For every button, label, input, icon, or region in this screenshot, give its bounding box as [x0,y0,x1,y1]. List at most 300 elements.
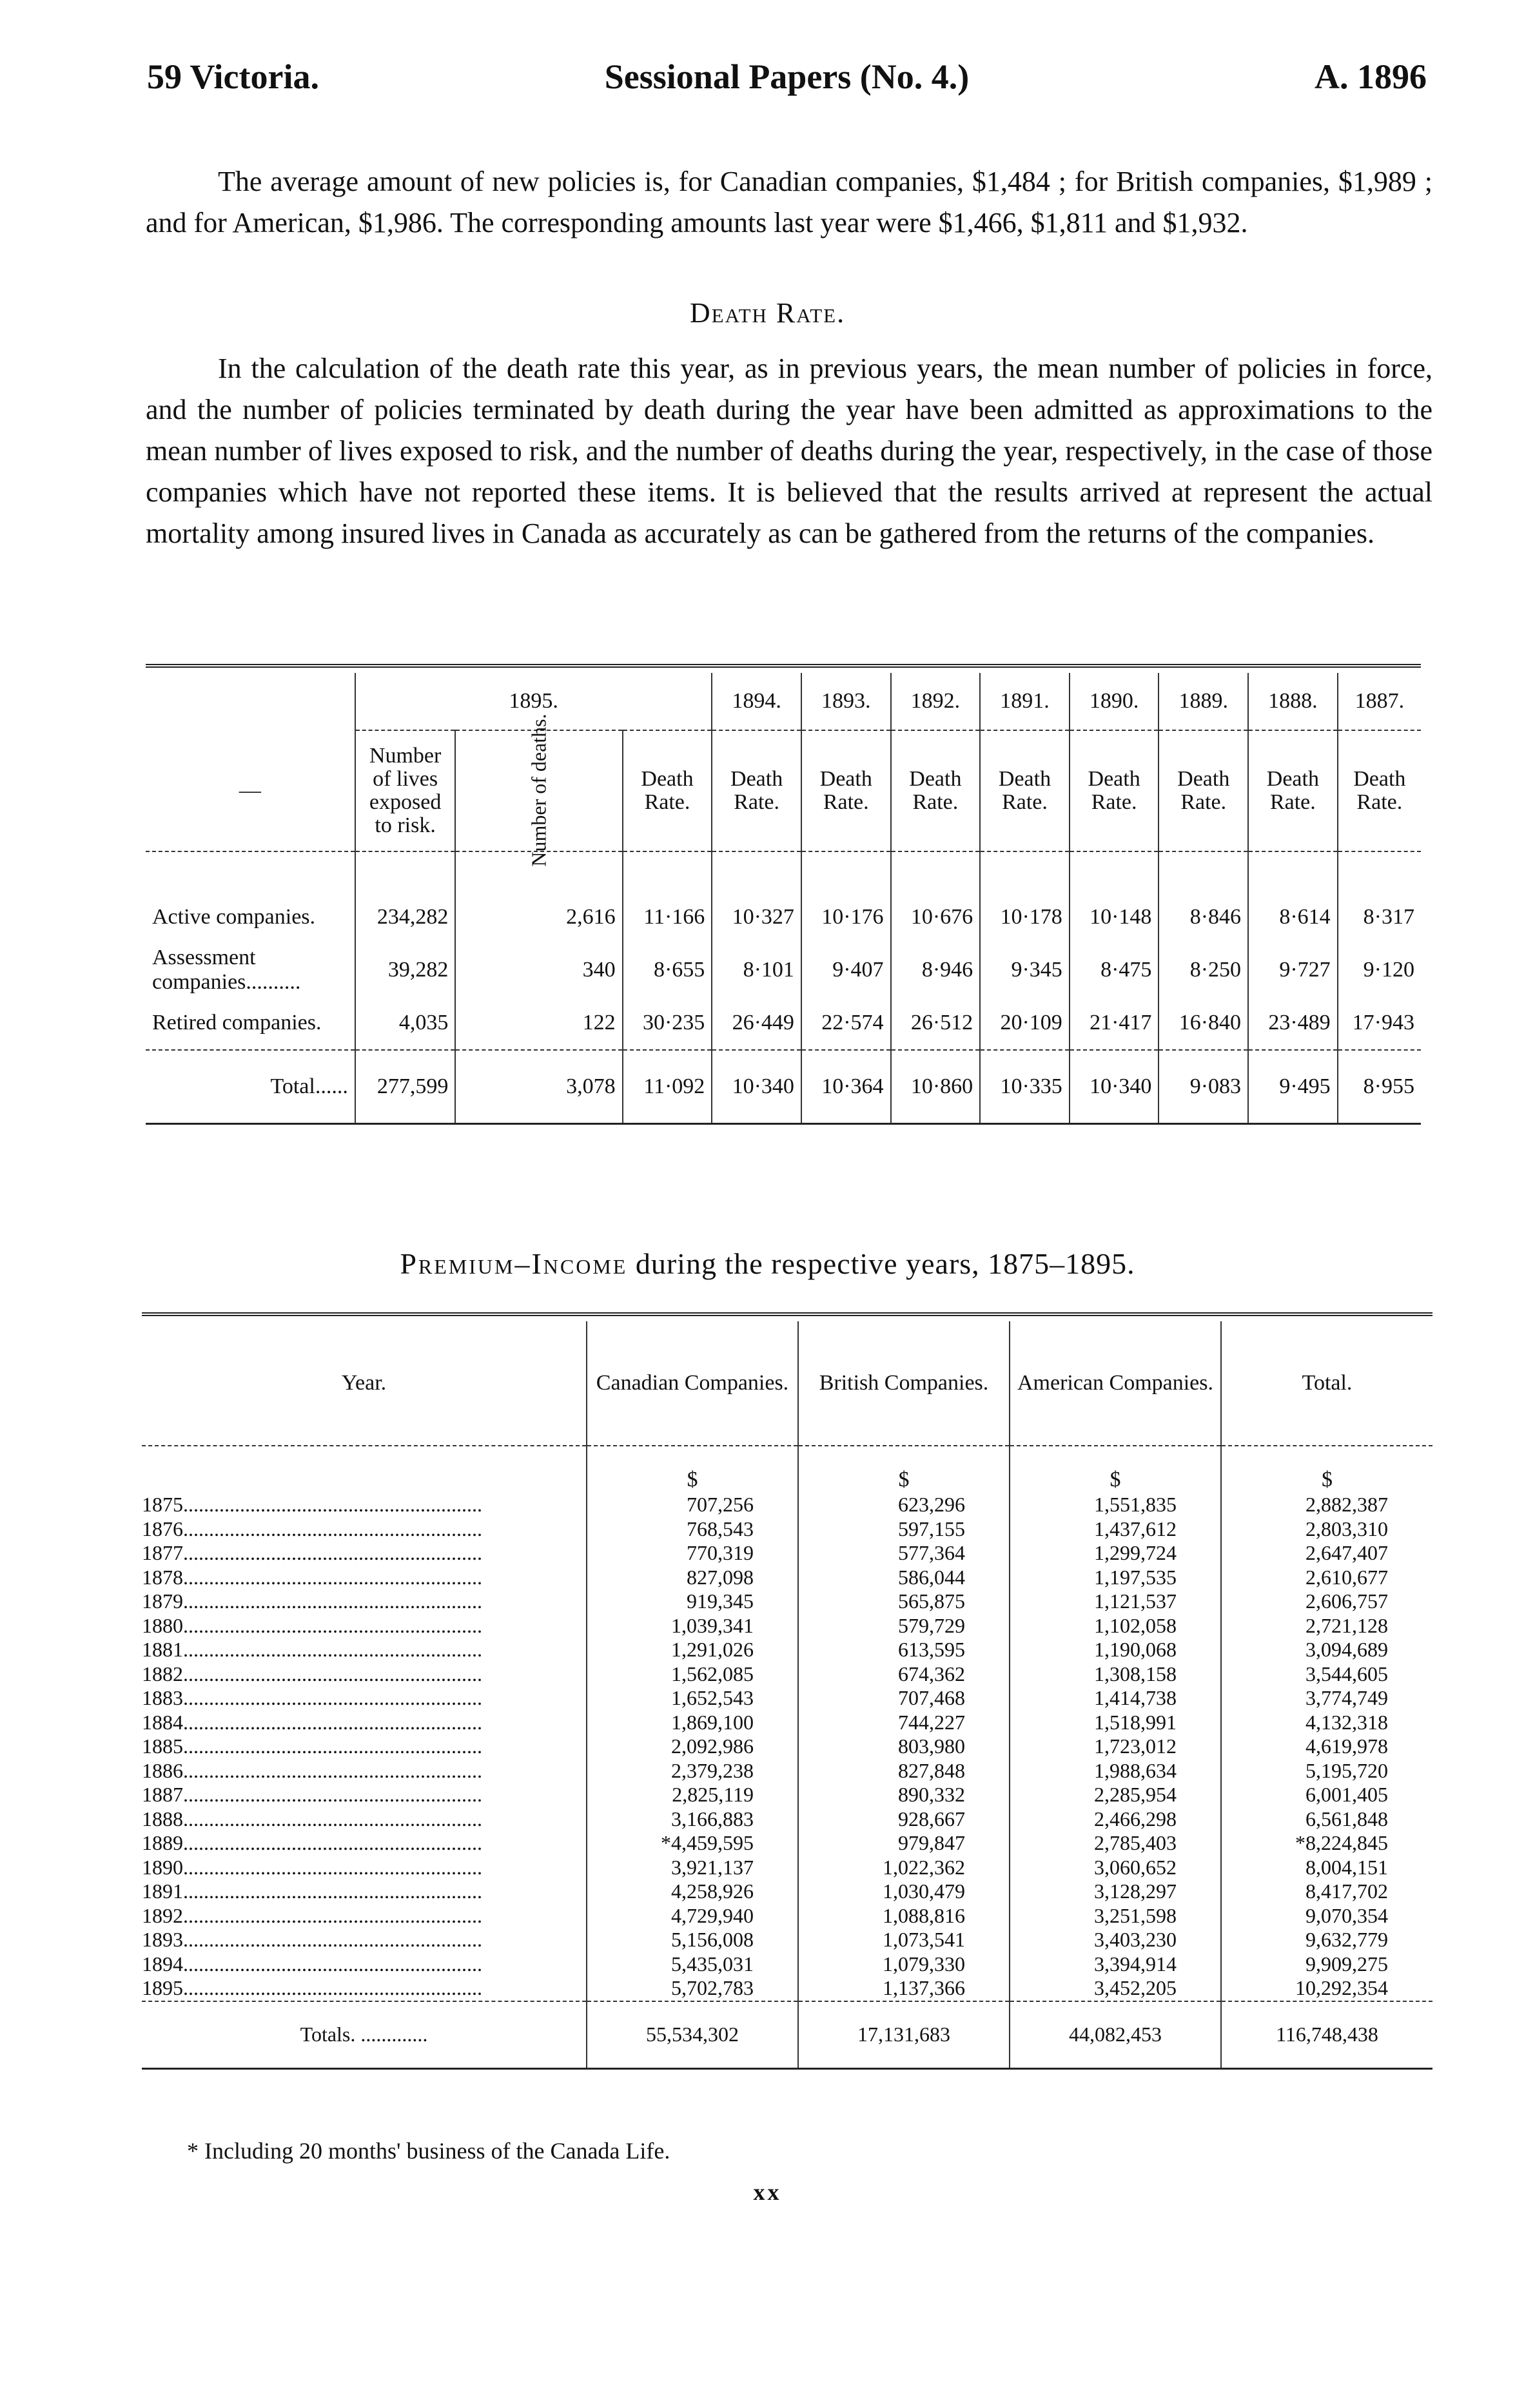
rate-header: Death Rate. [1248,730,1338,851]
premium-total-value: 8,417,702 [1305,1879,1388,1903]
premium-canadian-cell [587,1589,798,1614]
total-column-header: Total. [1221,1321,1432,1446]
premium-total-value: 10,292,354 [1295,1976,1388,1999]
premium-american-cell [1010,1904,1221,1928]
premium-year-row [142,1493,1432,1517]
premium-canadian-cell [587,1976,798,2001]
total-lives-value: 277,599 [355,1050,456,1124]
year-column-header: Year. [142,1321,587,1446]
premium-total-value: 9,909,275 [1305,1952,1388,1976]
year-value: 1882 [142,1662,183,1685]
total-deaths-value: 3,078 [455,1050,622,1124]
total-death-rate-value: 8·955 [1338,1050,1421,1124]
premium-american-cell [1010,1493,1221,1517]
premium-total-cell [1221,1566,1432,1590]
premium-year-row [142,1976,1432,2001]
premium-american-cell [1010,1831,1221,1856]
currency-symbol: $ [1221,1446,1432,1493]
year-cell [142,1831,587,1856]
year-header-row [146,673,1434,730]
premium-canadian-value: 768,543 [687,1517,754,1540]
death-rate-value: 16·840 [1159,996,1248,1050]
dot-leader: .......................................................... [183,1952,482,1976]
total-death-rate-value: 10·860 [891,1050,981,1124]
premium-canadian-value: 5,702,783 [671,1976,754,1999]
premium-canadian-cell [587,1807,798,1832]
premium-british-value: 803,980 [898,1734,965,1758]
premium-british-cell [798,1541,1010,1566]
row-label: Assessment companies.......... [152,946,301,994]
year-value: 1890 [142,1855,183,1879]
totals-total: 116,748,438 [1221,2001,1432,2069]
death-rate-value: 9·345 [980,944,1070,996]
premium-total-value: 9,070,354 [1305,1903,1388,1927]
death-rate-value: 8·614 [1248,851,1338,944]
death-rate-value: 11·166 [623,851,712,944]
dot-leader: .......................................................... [183,1976,482,1999]
premium-canadian-value: 1,652,543 [671,1686,754,1709]
death-rate-row [146,944,1434,996]
death-rate-value: 20·109 [980,996,1070,1050]
american-column-header: American Companies. [1010,1321,1221,1446]
year-value: 1881 [142,1638,183,1661]
premium-british-cell [798,1879,1010,1904]
premium-income-heading [0,1247,1535,1281]
premium-british-value: 674,362 [898,1662,965,1685]
total-death-rate-value: 9·083 [1159,1050,1248,1124]
premium-american-cell [1010,1589,1221,1614]
premium-total-cell [1221,1493,1432,1517]
deaths-header [455,714,622,867]
premium-american-cell [1010,1807,1221,1832]
death-rate-value: 8·655 [623,944,712,996]
premium-british-value: 707,468 [898,1686,965,1709]
premium-year-row [142,1638,1432,1662]
totals-american: 44,082,453 [1010,2001,1221,2069]
premium-canadian-value: 3,166,883 [671,1807,754,1830]
year-cell [142,1856,587,1880]
death-rate-row [146,851,1434,944]
premium-total-cell [1221,1928,1432,1952]
death-rate-value: 26·449 [712,996,801,1050]
premium-american-cell [1010,1928,1221,1952]
premium-british-cell [798,1904,1010,1928]
premium-american-cell [1010,1662,1221,1687]
premium-american-cell [1010,1541,1221,1566]
year-value: 1888 [142,1807,183,1830]
year-value: 1879 [142,1589,183,1613]
year-cell [142,1517,587,1542]
premium-canadian-cell [587,1517,798,1542]
premium-canadian-cell [587,1831,798,1856]
dot-leader: .......................................................... [183,1686,482,1709]
currency-row [142,1446,1432,1493]
premium-income-table [142,1312,1432,2072]
paragraph-text: In the calculation of the death rate this year, as in previous years, the mean number of policies in force, and the number of policies terminated by death during the year have been admitted as approximations to the mean number of lives exposed to risk, and the number of deaths during the year, respectively, in the case of those companies which have not reported these items. It is believed that the results arrived at represent the actual mortality among insured lives in Canada as accurately as can be gathered from the returns of the companies. [146,353,1432,549]
year-cell [142,1686,587,1711]
premium-total-value: 2,721,128 [1305,1613,1388,1637]
premium-british-value: 827,848 [898,1758,965,1782]
premium-canadian-value: 4,729,940 [671,1903,754,1927]
year-1892: 1892. [891,673,981,730]
premium-canadian-value: *4,459,595 [661,1831,754,1854]
year-value: 1878 [142,1565,183,1589]
year-cell [142,1589,587,1614]
premium-british-value: 1,030,479 [883,1879,965,1903]
death-rate-value: 22·574 [801,996,891,1050]
premium-total-value: 2,647,407 [1305,1541,1388,1564]
year-value: 1875 [142,1493,183,1516]
year-value: 1893 [142,1928,183,1951]
premium-canadian-cell [587,1759,798,1783]
lives-exposed-value: 4,035 [355,996,456,1050]
rate-header: Death Rate. [980,730,1070,851]
subheader-row [146,730,1434,851]
deaths-value: 2,616 [455,851,622,944]
premium-canadian-cell [587,1711,798,1735]
premium-total-value: 2,606,757 [1305,1589,1388,1613]
year-cell [142,1614,587,1638]
premium-british-cell [798,1711,1010,1735]
premium-american-value: 1,190,068 [1094,1638,1177,1661]
premium-canadian-cell [587,1783,798,1807]
premium-british-cell [798,1614,1010,1638]
premium-header-row [142,1321,1432,1446]
total-death-rate-value: 10·335 [980,1050,1070,1124]
death-rate-value: 8·846 [1159,851,1248,944]
total-death-rate-value: 9·495 [1248,1050,1338,1124]
premium-total-cell [1221,1589,1432,1614]
premium-british-value: 1,079,330 [883,1952,965,1976]
premium-american-value: 1,518,991 [1094,1710,1177,1734]
premium-american-value: 1,102,058 [1094,1613,1177,1637]
year-cell [142,1541,587,1566]
rate-header: Death Rate. [1338,730,1421,851]
premium-british-cell [798,1976,1010,2001]
death-rate-value: 8·475 [1070,944,1159,996]
premium-canadian-value: 1,039,341 [671,1613,754,1637]
premium-canadian-cell [587,1541,798,1566]
death-rate-total-row [146,1050,1434,1124]
premium-total-cell [1221,1952,1432,1977]
premium-american-cell [1010,1783,1221,1807]
premium-total-value: 2,803,310 [1305,1517,1388,1540]
year-value: 1894 [142,1952,183,1976]
premium-canadian-value: 1,869,100 [671,1710,754,1734]
premium-total-cell [1221,1856,1432,1880]
premium-canadian-value: 919,345 [687,1589,754,1613]
premium-total-value: 4,619,978 [1305,1734,1388,1758]
premium-british-cell [798,1686,1010,1711]
premium-year-row [142,1517,1432,1542]
premium-total-value: 6,561,848 [1305,1807,1388,1830]
premium-american-cell [1010,1614,1221,1638]
dot-leader: .......................................................... [183,1758,482,1782]
death-rate-value: 10·327 [712,851,801,944]
premium-american-cell [1010,1952,1221,1977]
canadian-column-header: Canadian Companies. [587,1321,798,1446]
premium-canadian-cell [587,1904,798,1928]
premium-year-row [142,1807,1432,1832]
totals-british: 17,131,683 [798,2001,1010,2069]
premium-american-value: 2,785,403 [1094,1831,1177,1854]
currency-symbol: $ [587,1446,798,1493]
lives-exposed-header: Number of lives exposed to risk. [355,730,456,851]
paragraph-text: The average amount of new policies is, for Canadian companies, $1,484 ; for British companies, $1,989 ; and for American, $1,986. The corresponding amounts last year were $1,466, $1,811 and $1,932. [146,166,1432,238]
currency-symbol: $ [798,1446,1010,1493]
death-rate-value: 8·946 [891,944,981,996]
death-rate-body [146,851,1434,1124]
premium-total-cell [1221,1541,1432,1566]
death-rate-value: 10·178 [980,851,1070,944]
premium-totals-row [142,2001,1432,2069]
rate-header: Death Rate. [1159,730,1248,851]
premium-american-value: 1,414,738 [1094,1686,1177,1709]
premium-canadian-value: 5,156,008 [671,1928,754,1951]
premium-british-cell [798,1856,1010,1880]
premium-year-row [142,1541,1432,1566]
year-cell [142,1662,587,1687]
dot-leader: .......................................................... [183,1541,482,1564]
death-rate-value: 9·727 [1248,944,1338,996]
totals-label: Totals. ............. [142,2001,587,2069]
premium-year-row [142,1662,1432,1687]
year-1889: 1889. [1159,673,1248,730]
premium-canadian-cell [587,1638,798,1662]
year-value: 1883 [142,1686,183,1709]
currency-symbol: $ [1010,1446,1221,1493]
premium-canadian-value: 4,258,926 [671,1879,754,1903]
paragraph-death-rate [146,348,1432,554]
premium-year-row [142,1614,1432,1638]
paragraph-new-policies [146,161,1432,244]
premium-american-cell [1010,1734,1221,1759]
premium-american-cell [1010,1686,1221,1711]
premium-year-row [142,1928,1432,1952]
premium-total-value: 8,004,151 [1305,1855,1388,1879]
premium-canadian-value: 5,435,031 [671,1952,754,1976]
dot-leader: .......................................................... [183,1493,482,1516]
premium-british-cell [798,1783,1010,1807]
premium-british-value: 577,364 [898,1541,965,1564]
premium-total-cell [1221,1686,1432,1711]
premium-total-cell [1221,1976,1432,2001]
total-label: Total...... [146,1050,355,1124]
premium-british-value: 1,073,541 [883,1928,965,1951]
premium-year-row [142,1831,1432,1856]
year-cell [142,1638,587,1662]
premium-british-value: 613,595 [898,1638,965,1661]
dot-leader: .......................................................... [183,1903,482,1927]
premium-british-value: 928,667 [898,1807,965,1830]
year-1891: 1891. [980,673,1070,730]
year-1895: 1895. [355,673,712,730]
death-rate-value: 10·148 [1070,851,1159,944]
premium-total-cell [1221,1614,1432,1638]
premium-total-value: *8,224,845 [1295,1831,1388,1854]
death-rate-value: 30·235 [623,996,712,1050]
premium-british-cell [798,1807,1010,1832]
premium-year-row [142,1904,1432,1928]
year-cell [142,1566,587,1590]
premium-year-row [142,1783,1432,1807]
rate-header: Death Rate. [623,730,712,851]
premium-canadian-cell [587,1734,798,1759]
premium-canadian-cell [587,1928,798,1952]
year-cell [142,1734,587,1759]
premium-canadian-value: 770,319 [687,1541,754,1564]
premium-american-value: 1,121,537 [1094,1589,1177,1613]
premium-american-cell [1010,1759,1221,1783]
total-death-rate-value: 10·340 [1070,1050,1159,1124]
row-label: Active companies. [152,905,316,929]
premium-american-cell [1010,1856,1221,1880]
premium-heading-smallcaps: Premium–Income [400,1247,628,1280]
year-value: 1877 [142,1541,183,1564]
year-cell [142,1879,587,1904]
premium-american-cell [1010,1517,1221,1542]
premium-total-value: 2,882,387 [1305,1493,1388,1516]
year-cell [142,1493,587,1517]
premium-total-cell [1221,1879,1432,1904]
header-year: A. 1896 [1315,57,1427,96]
year-1893: 1893. [801,673,891,730]
death-rate-value: 23·489 [1248,996,1338,1050]
premium-british-value: 565,875 [898,1589,965,1613]
premium-canadian-cell [587,1879,798,1904]
premium-total-value: 9,632,779 [1305,1928,1388,1951]
death-rate-value: 8·250 [1159,944,1248,996]
premium-american-value: 1,197,535 [1094,1565,1177,1589]
premium-american-value: 3,251,598 [1094,1903,1177,1927]
premium-year-row [142,1734,1432,1759]
year-value: 1876 [142,1517,183,1540]
premium-british-value: 979,847 [898,1831,965,1854]
year-cell [142,1928,587,1952]
premium-american-cell [1010,1566,1221,1590]
premium-total-cell [1221,1734,1432,1759]
year-cell [142,1952,587,1977]
premium-british-cell [798,1734,1010,1759]
dot-leader: .......................................................... [183,1734,482,1758]
premium-total-value: 2,610,677 [1305,1565,1388,1589]
premium-total-cell [1221,1662,1432,1687]
dot-leader: .......................................................... [183,1783,482,1806]
premium-british-cell [798,1662,1010,1687]
rate-header: Death Rate. [712,730,801,851]
premium-canadian-cell [587,1686,798,1711]
premium-total-cell [1221,1711,1432,1735]
premium-canadian-value: 2,379,238 [671,1758,754,1782]
premium-american-value: 3,060,652 [1094,1855,1177,1879]
year-value: 1889 [142,1831,183,1854]
year-value: 1895 [142,1976,183,1999]
premium-year-row [142,1711,1432,1735]
premium-british-cell [798,1831,1010,1856]
dot-leader: .......................................................... [183,1710,482,1734]
premium-income-body [142,1493,1432,2001]
premium-british-cell [798,1638,1010,1662]
premium-american-cell [1010,1711,1221,1735]
year-cell [142,1976,587,2001]
dot-leader: .......................................................... [183,1613,482,1637]
premium-british-cell [798,1952,1010,1977]
dot-leader: .......................................................... [183,1831,482,1854]
premium-year-row [142,1856,1432,1880]
page-number: xx [753,2179,782,2205]
premium-total-cell [1221,1783,1432,1807]
rate-header: Death Rate. [891,730,981,851]
premium-total-value: 3,094,689 [1305,1638,1388,1661]
premium-british-value: 890,332 [898,1783,965,1806]
dot-leader: .......................................................... [183,1855,482,1879]
dot-leader: .......................................................... [183,1807,482,1830]
dot-leader: .......................................................... [183,1638,482,1661]
british-column-header: British Companies. [798,1321,1010,1446]
year-cell [142,1759,587,1783]
year-value: 1885 [142,1734,183,1758]
premium-year-row [142,1686,1432,1711]
premium-british-value: 1,022,362 [883,1855,965,1879]
death-rate-value: 10·676 [891,851,981,944]
premium-british-value: 623,296 [898,1493,965,1516]
premium-american-value: 3,394,914 [1094,1952,1177,1976]
premium-american-value: 3,128,297 [1094,1879,1177,1903]
total-death-rate-value: 11·092 [623,1050,712,1124]
rate-header: Death Rate. [801,730,891,851]
premium-total-value: 5,195,720 [1305,1758,1388,1782]
premium-british-value: 597,155 [898,1517,965,1540]
year-1894: 1894. [712,673,801,730]
death-rate-value: 26·512 [891,996,981,1050]
premium-american-cell [1010,1879,1221,1904]
death-rate-value: 10·176 [801,851,891,944]
corner-dash: — [146,730,355,851]
premium-american-value: 2,285,954 [1094,1783,1177,1806]
total-death-rate-value: 10·364 [801,1050,891,1124]
premium-british-value: 1,137,366 [883,1976,965,1999]
premium-british-cell [798,1517,1010,1542]
premium-total-cell [1221,1831,1432,1856]
total-death-rate-value: 10·340 [712,1050,801,1124]
dot-leader: .......................................................... [183,1565,482,1589]
premium-british-cell [798,1928,1010,1952]
row-label: Retired companies. [152,1011,322,1034]
death-rate-heading: Death Rate. [689,297,846,329]
year-value: 1880 [142,1613,183,1637]
premium-year-row [142,1589,1432,1614]
dot-leader: .......................................................... [183,1517,482,1540]
premium-canadian-cell [587,1493,798,1517]
premium-american-value: 1,723,012 [1094,1734,1177,1758]
premium-total-cell [1221,1904,1432,1928]
deaths-header-text: Number of deaths. [527,714,551,867]
rate-header: Death Rate. [1070,730,1159,851]
premium-american-value: 1,551,835 [1094,1493,1177,1516]
running-head [147,57,1427,108]
death-rate-value: 9·120 [1338,944,1421,996]
premium-american-cell [1010,1976,1221,2001]
dot-leader: .......................................................... [183,1879,482,1903]
premium-american-value: 1,308,158 [1094,1662,1177,1685]
death-rate-row [146,996,1434,1050]
year-1890: 1890. [1070,673,1159,730]
year-cell [142,1807,587,1832]
premium-heading-rest: during the respective years, 1875–1895. [627,1247,1135,1280]
premium-canadian-cell [587,1566,798,1590]
premium-canadian-value: 1,562,085 [671,1662,754,1685]
premium-american-value: 2,466,298 [1094,1807,1177,1830]
